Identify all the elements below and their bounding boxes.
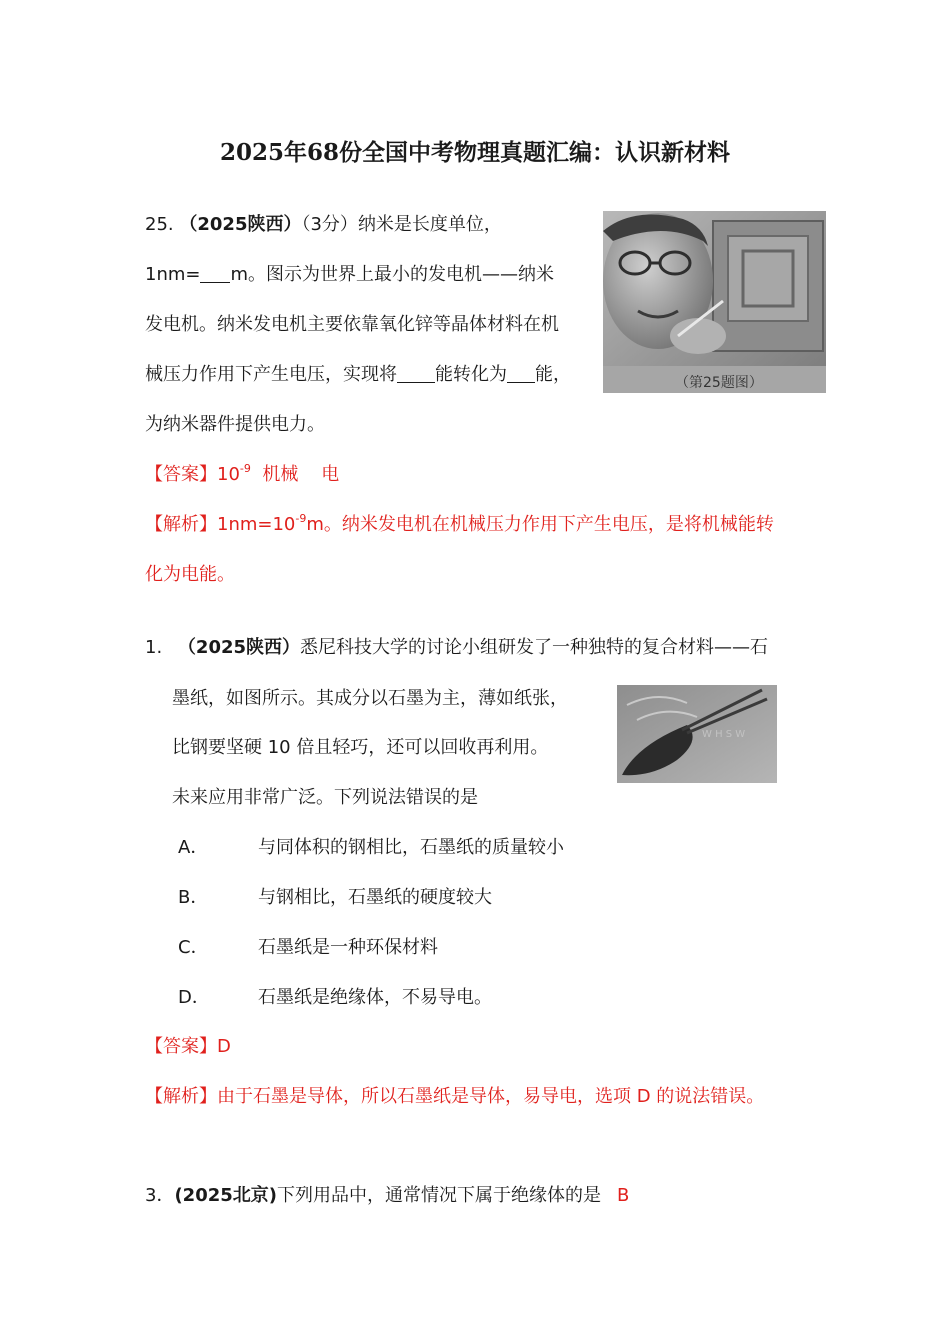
option-d: [178, 986, 210, 1010]
q25-analysis-post: m。纳米发电机在机械压力作用下产生电压，是将机械能转: [306, 514, 774, 535]
option-c-text: 石墨纸是一种环保材料: [258, 937, 438, 958]
q1-answer: [145, 1035, 231, 1059]
option-b-text: 与钢相比，石墨纸的硬度较大: [258, 887, 492, 908]
q25-analysis-label: 【解析】: [145, 514, 217, 535]
q3-source: (2025北京): [174, 1185, 278, 1206]
option-c-letter: C．: [178, 937, 209, 958]
q25-line4-post: 能，: [535, 364, 571, 385]
q1-analysis-text: 由于石墨是导体，所以石墨纸是导体，易导电，选项 D 的说法错误。: [217, 1086, 765, 1107]
q25-blank-2: [397, 364, 435, 383]
q25-line1-text: 纳米是长度单位，: [357, 214, 502, 235]
q25-line-4: [145, 363, 571, 387]
q1-line-3: 比钢要坚硬 10 倍且轻巧，还可以回收再利用。: [172, 737, 549, 758]
q25-analysis-pre: 1nm=10: [217, 514, 296, 535]
option-a: [178, 836, 208, 860]
nano-generator-photo: [603, 211, 826, 393]
q25-answer-exponent: -9: [239, 462, 251, 475]
q1-line-2: 墨纸，如图所示。其成分以石墨为主，薄如纸张，: [172, 688, 568, 709]
q1-analysis: [145, 1085, 764, 1109]
q25-line2-post: m。图示为世界上最小的发电机——纳米: [230, 264, 555, 285]
option-d-letter: D．: [178, 987, 210, 1008]
q3-number: 3．: [145, 1185, 175, 1206]
option-c: [178, 936, 209, 960]
option-d-text: 石墨纸是绝缘体，不易导电。: [258, 987, 492, 1008]
q25-line2-pre: 1nm=: [145, 264, 201, 285]
q1-line-4: 未来应用非常广泛。下列说法错误的是: [172, 787, 478, 808]
q25-line-1: [145, 213, 502, 237]
q3-answer: B: [617, 1185, 630, 1206]
q25-line4-mid: 能转化为: [435, 364, 507, 385]
option-b-letter: B．: [178, 887, 209, 908]
q25-source: （2025陕西）: [179, 214, 302, 235]
option-a-letter: A．: [178, 837, 209, 858]
q25-answer: [145, 463, 339, 487]
q3-text: 下列用品中，通常情况下属于绝缘体的是: [277, 1185, 602, 1206]
q25-answer-base: 10: [217, 464, 240, 485]
q25-number: 25.: [145, 214, 174, 235]
q25-blank-3: [507, 364, 535, 383]
q3-line: [145, 1184, 629, 1208]
option-b: [178, 886, 208, 910]
q25-answer-label: 【答案】: [145, 464, 217, 485]
q25-analysis-exponent: -9: [295, 512, 307, 525]
q25-line4-pre: 械压力作用下产生电压，实现将: [145, 364, 397, 385]
q1-source: （2025陕西）: [177, 637, 301, 658]
q1-analysis-label: 【解析】: [145, 1086, 217, 1107]
q1-line1-text: 悉尼科技大学的讨论小组研发了一种独特的复合材料——石: [300, 637, 769, 658]
option-a-text: 与同体积的钢相比，石墨纸的质量较小: [258, 837, 564, 858]
q25-analysis-line-2: 化为电能。: [145, 564, 235, 585]
graphite-paper-photo: [617, 685, 777, 783]
q25-answer-rest: 机械 电: [250, 464, 340, 485]
q25-blank-1: [200, 264, 230, 283]
q25-line-2: [145, 263, 554, 287]
q1-answer-label: 【答案】: [145, 1036, 217, 1057]
svg-text:W H S W: W H S W: [702, 729, 746, 740]
q25-line-5: 为纳米器件提供电力。: [145, 414, 325, 435]
page-title: 2025年68份全国中考物理真题汇编：认识新材料: [219, 139, 731, 166]
q25-line-3: 发电机。纳米发电机主要依靠氧化锌等晶体材料在机: [145, 314, 559, 335]
graphite-paper-illustration: [617, 685, 777, 783]
q1-number: 1.: [145, 637, 163, 658]
q1-answer-value: D: [217, 1036, 231, 1057]
q1-line-1: [145, 636, 768, 660]
nano-generator-caption: （第25题图）: [675, 375, 763, 391]
q25-points: （3分）: [301, 214, 358, 235]
q25-analysis-line-1: [145, 513, 774, 537]
nano-generator-illustration: [603, 211, 826, 393]
